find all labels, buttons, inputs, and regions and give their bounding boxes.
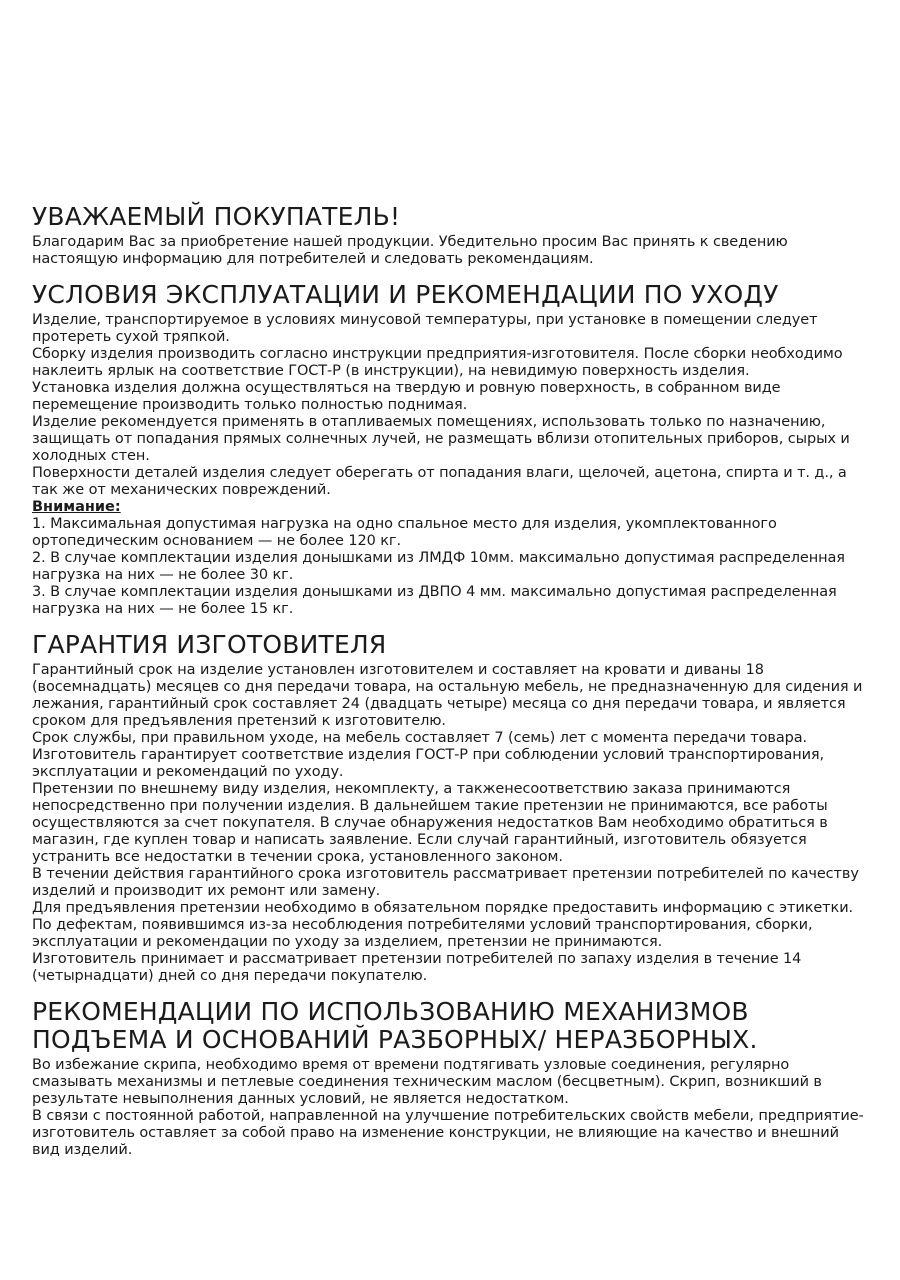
attention-line — [32, 499, 870, 516]
attention-label: Внимание: — [32, 499, 121, 515]
mechanisms-title: РЕКОМЕНДАЦИИ ПО ИСПОЛЬЗОВАНИЮ МЕХАНИЗМОВ ПОДЪЕМА И ОСНОВАНИЙ РАЗБОРНЫХ/ НЕРАЗБОРНЫХ. — [32, 997, 758, 1054]
care-title: УСЛОВИЯ ЭКСПЛУАТАЦИИ И РЕКОМЕНДАЦИИ ПО УХОДУ — [32, 280, 779, 309]
mechanisms-paragraph: Во избежание скрипа, необходимо время от времени подтягивать узловые соединения, регулярно смазывать механизмы и петлевые соединения техническим маслом (бесцветным). Скрип, возникший в результате невыполнения данных условий, не является недостатком. — [32, 1057, 822, 1107]
warranty-paragraph: Гарантийный срок на изделие установлен изготовителем и составляет на кровати и диваны 18 (восемнадцать) месяцев со дня передачи товара, на остальную мебель, не предназначенную для сидения и лежания, гарантийный срок составляет 24 (двадцать четыре) месяца со дня передачи товара, и является сроком для предъявления претензий к изготовителю. — [32, 662, 863, 729]
attention-item: 3. В случае комплектации изделия донышками из ДВПО 4 мм. максимально допустимая распределенная нагрузка на них — не более 15 кг. — [32, 584, 837, 617]
care-section — [32, 281, 870, 618]
greeting-title: УВАЖАЕМЫЙ ПОКУПАТЕЛЬ! — [32, 202, 401, 231]
attention-item: 2. В случае комплектации изделия донышками из ЛМДФ 10мм. максимально допустимая распределенная нагрузка на них — не более 30 кг. — [32, 550, 845, 583]
warranty-title: ГАРАНТИЯ ИЗГОТОВИТЕЛЯ — [32, 630, 387, 659]
greeting-section — [32, 203, 870, 268]
warranty-paragraph: По дефектам, появившимся из-за несоблюдения потребителями условий транспортирования, сборки, эксплуатации и рекомендации по уходу за изделием, претензии не принимаются. — [32, 917, 813, 950]
care-paragraph: Сборку изделия производить согласно инструкции предприятия-изготовителя. После сборки необходимо наклеить ярлык на соответствие ГОСТ-Р (в инструкции), на невидимую поверхность изделия. — [32, 346, 843, 379]
care-paragraph: Поверхности деталей изделия следует оберегать от попадания влаги, щелочей, ацетона, спирта и т. д., а так же от механических повреждений. — [32, 465, 847, 498]
care-paragraph: Изделие рекомендуется применять в отапливаемых помещениях, использовать только по назначению, защищать от попадания прямых солнечных лучей, не размещать вблизи отопительных приборов, сырых и холодных стен. — [32, 414, 850, 464]
greeting-paragraph: Благодарим Вас за приобретение нашей продукции. Убедительно просим Вас принять к сведению настоящую информацию для потребителей и следовать рекомендациям. — [32, 234, 788, 267]
care-paragraph: Установка изделия должна осуществляться на твердую и ровную поверхность, в собранном виде перемещение производить только полностью поднимая. — [32, 380, 781, 413]
warranty-paragraph: Изготовитель гарантирует соответствие изделия ГОСТ-Р при соблюдении условий транспортирования, эксплуатации и рекомендаций по уходу. — [32, 747, 825, 780]
warranty-paragraph: Претензии по внешнему виду изделия, некомплекту, а такженесоответствию заказа принимаются непосредственно при получении изделия. В дальнейшем такие претензии не принимаются, все работы осуществляются за счет покупателя. В случае обнаружения недостатков Вам необходимо обратиться в магазин, где куплен товар и написать заявление. Если случай гарантийный, изготовитель обязуется устранить все недостатки в течении срока, установленного законом. — [32, 781, 828, 865]
warranty-paragraph: Изготовитель принимает и рассматривает претензии потребителей по запаху изделия в течение 14 (четырнадцати) дней со дня передачи покупателю. — [32, 951, 802, 984]
attention-item: 1. Максимальная допустимая нагрузка на одно спальное место для изделия, укомплектованного ортопедическим основанием — не более 120 кг. — [32, 516, 777, 549]
warranty-paragraph: Для предъявления претензии необходимо в обязательном порядке предоставить информацию с этикетки. — [32, 900, 854, 916]
warranty-paragraph: В течении действия гарантийного срока изготовитель рассматривает претензии потребителей по качеству изделий и производит их ремонт или замену. — [32, 866, 859, 899]
mechanisms-section — [32, 998, 870, 1159]
mechanisms-paragraph: В связи с постоянной работой, направленной на улучшение потребительских свойств мебели, предприятие-изготовитель оставляет за собой право на изменение конструкции, не влияющие на качество и внешний вид изделий. — [32, 1108, 864, 1158]
warranty-section — [32, 631, 870, 985]
warranty-paragraph: Срок службы, при правильном уходе, на мебель составляет 7 (семь) лет с момента передачи товара. — [32, 730, 808, 746]
care-paragraph: Изделие, транспортируемое в условиях минусовой температуры, при установке в помещении следует протереть сухой тряпкой. — [32, 312, 818, 345]
